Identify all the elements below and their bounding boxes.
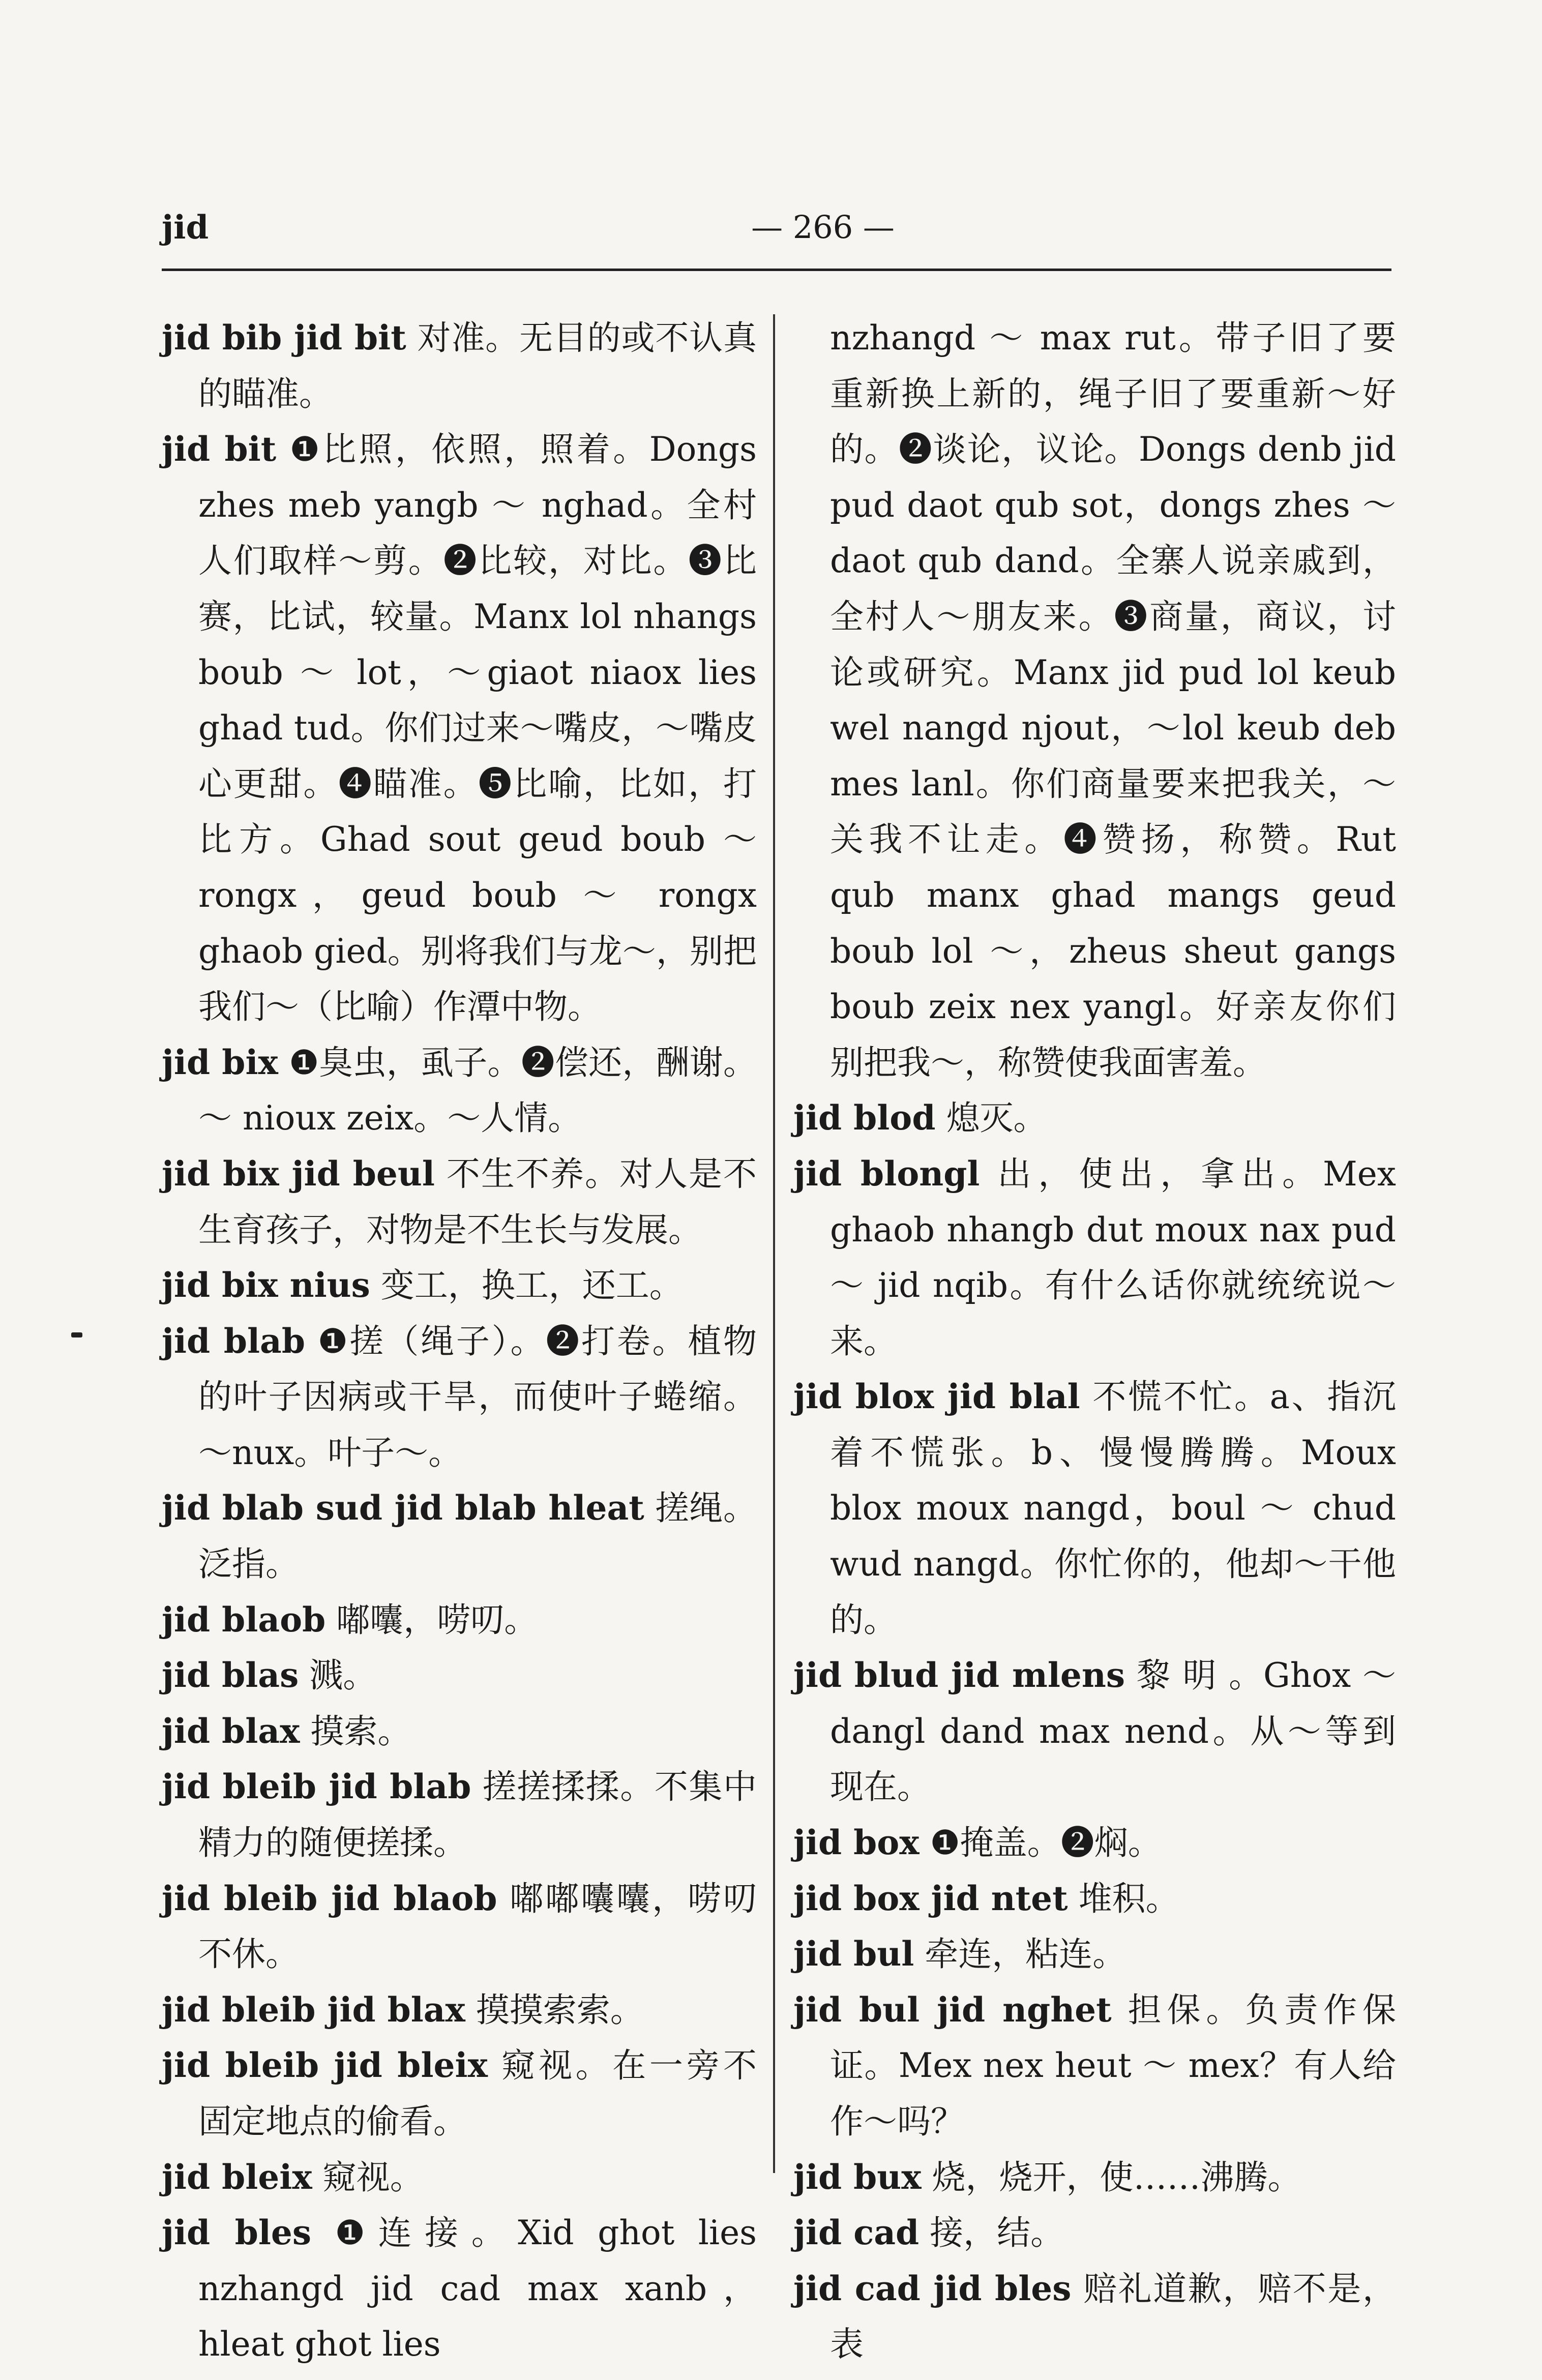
headword: jid blod bbox=[793, 1098, 936, 1138]
definition: 堆积。 bbox=[1067, 1879, 1179, 1918]
dictionary-entry bbox=[793, 1090, 1396, 1146]
headword: jid cad bbox=[793, 2213, 920, 2253]
definition: 窥视。在一旁不固定地点的偷看。 bbox=[198, 2046, 757, 2141]
dictionary-entry bbox=[162, 2038, 757, 2149]
headword: jid bix jid beul bbox=[162, 1153, 435, 1194]
definition: 牵连，粘连。 bbox=[914, 1935, 1126, 1974]
definition: ❶掩盖。❷焖。 bbox=[919, 1823, 1162, 1863]
dictionary-entry bbox=[162, 422, 757, 1035]
definition: 赔礼道歉，赔不是，表 bbox=[830, 2269, 1397, 2364]
dictionary-entry bbox=[162, 1704, 757, 1760]
header-rule bbox=[162, 269, 1391, 271]
definition: 烧，烧开，使……沸腾。 bbox=[921, 2157, 1301, 2197]
entry-continuation bbox=[793, 310, 1396, 1090]
definition: 变工，换工，还工。 bbox=[370, 1266, 683, 1305]
headword: jid bix nius bbox=[162, 1265, 370, 1305]
dictionary-entry bbox=[162, 1759, 757, 1870]
headword: jid bul bbox=[793, 1934, 914, 1974]
headword: jid blox jid blal bbox=[793, 1377, 1080, 1417]
ink-speck bbox=[71, 1332, 82, 1337]
headword: jid blaob bbox=[162, 1599, 326, 1640]
definition: 不慌不忙。a、指沉着不慌张。b、慢慢腾腾。Moux blox moux nangd，boul ～ chud wud nangd。你忙你的，他却～干他的。 bbox=[830, 1377, 1396, 1640]
headword: jid blas bbox=[162, 1655, 299, 1695]
dictionary-entry bbox=[162, 1480, 757, 1592]
dictionary-entry bbox=[793, 1815, 1396, 1871]
definition: ❶臭虫，虱子。❷偿还，酬谢。～ nioux zeix。～人情。 bbox=[198, 1043, 757, 1138]
definition: 嘟嘟囔囔，唠叨不休。 bbox=[198, 1879, 757, 1974]
definition: 黎 明 。Ghox ～ dangl dand max nend。从～等到现在。 bbox=[830, 1656, 1397, 1807]
dictionary-entry bbox=[162, 2205, 757, 2372]
definition: 搓搓揉揉。不集中精力的随便搓揉。 bbox=[198, 1767, 757, 1863]
definition: nzhangd ～ max rut。带子旧了要重新换上新的，绳子旧了要重新～好的。❷谈论，议论。Dongs denb jid pud daot qub sot，dongs zhes ～ daot qub dand。全寨人说亲戚到，全村人～朋友来。❸商量，商议，讨论或研究。Manx jid pud lol keub wel nangd njout，～lol keub deb mes lanl。你们商量要来把我关，～关我不让走。❹赞扬，称赞。Rut qub manx ghad mangs geud boub lol ～，zheus sheut gangs boub zeix nex yangl。好亲友你们别把我～，称赞使我面害羞。 bbox=[830, 318, 1396, 1082]
definition: 接，结。 bbox=[919, 2213, 1064, 2253]
headword: jid bleib jid blax bbox=[162, 1989, 465, 2030]
headword: jid bib jid bit bbox=[162, 318, 406, 358]
headword: jid cad jid bles bbox=[793, 2268, 1072, 2308]
headword: jid bit bbox=[162, 429, 277, 469]
headword: jid bleib jid blaob bbox=[162, 1878, 497, 1918]
definition: 对准。无目的或不认真的瞄准。 bbox=[198, 318, 757, 413]
dictionary-entry bbox=[162, 1648, 757, 1704]
dictionary-entry bbox=[793, 2261, 1396, 2372]
running-header bbox=[162, 209, 1391, 270]
dictionary-entry bbox=[793, 1648, 1396, 1815]
dictionary-entry bbox=[162, 1314, 757, 1481]
definition: 嘟囔，唠叨。 bbox=[325, 1600, 538, 1640]
dictionary-entry bbox=[793, 1369, 1396, 1648]
dictionary-entry bbox=[162, 1871, 757, 1982]
running-head-word: jid bbox=[162, 209, 209, 247]
headword: jid bles bbox=[162, 2213, 312, 2253]
definition: 窥视。 bbox=[312, 2157, 424, 2197]
definition: ❶连接。Xid ghot lies nzhangd jid cad max xanb，hleat ghot lies bbox=[198, 2213, 757, 2364]
dictionary-entry bbox=[162, 1035, 757, 1146]
headword: jid blud jid mlens bbox=[793, 1655, 1125, 1695]
headword: jid box bbox=[793, 1823, 920, 1863]
definition: ❶搓（绳子）。❷打卷。植物的叶子因病或干旱，而使叶子蜷缩。～nux。叶子～。 bbox=[198, 1321, 757, 1472]
headword: jid blab sud jid blab hleat bbox=[162, 1488, 644, 1528]
headword: jid bix bbox=[162, 1042, 278, 1082]
definition: ❶比照，依照，照着。Dongs zhes meb yangb ～ nghad。全村人们取样～剪。❷比较，对比。❸比赛，比试，较量。Manx lol nhangs boub ～ lot，～giaot niaox lies ghad tud。你们过来～嘴皮，～嘴皮心更甜。❹瞄准。❺比喻，比如，打比方。Ghad sout geud boub ～ rongx，geud boub ～ rongx ghaob gied。别将我们与龙～，别把我们～（比喻）作潭中物。 bbox=[198, 430, 757, 1027]
definition: 摸索。 bbox=[300, 1711, 411, 1751]
dictionary-entry bbox=[793, 1926, 1396, 1982]
headword: jid box jid ntet bbox=[793, 1878, 1068, 1918]
headword: jid bux bbox=[793, 2157, 922, 2197]
dictionary-entry bbox=[793, 2150, 1396, 2206]
dictionary-entry bbox=[162, 1146, 757, 1258]
right-column bbox=[793, 310, 1396, 2372]
dictionary-entry bbox=[793, 1982, 1396, 2150]
definition: 不生不养。对人是不生育孩子，对物是不生长与发展。 bbox=[198, 1154, 757, 1250]
headword: jid blax bbox=[162, 1711, 300, 1751]
headword: jid blongl bbox=[793, 1153, 980, 1194]
definition: 熄灭。 bbox=[935, 1098, 1047, 1138]
page-number: — 266 — bbox=[751, 209, 895, 246]
dictionary-entry bbox=[162, 2150, 757, 2206]
headword: jid bleib jid blab bbox=[162, 1767, 471, 1807]
column-divider bbox=[773, 314, 775, 2173]
dictionary-entry bbox=[793, 2205, 1396, 2261]
definition: 搓绳。泛指。 bbox=[198, 1489, 757, 1584]
headword: jid blab bbox=[162, 1321, 305, 1361]
headword: jid bul jid nghet bbox=[793, 1989, 1112, 2030]
definition: 担保。负责作保证。Mex nex heut ～ mex？有人给作～吗？ bbox=[830, 1990, 1397, 2141]
dictionary-entry bbox=[162, 1592, 757, 1648]
headword: jid bleib jid bleix bbox=[162, 2045, 488, 2086]
definition: 溅。 bbox=[299, 1656, 377, 1695]
dictionary-entry bbox=[162, 310, 757, 422]
dictionary-entry bbox=[162, 1982, 757, 2038]
dictionary-entry bbox=[162, 1258, 757, 1314]
definition: 摸摸索索。 bbox=[465, 1990, 644, 2030]
definition: 出，使出，拿出。Mex ghaob nhangb dut moux nax pud ～ jid nqib。有什么话你就统统说～来。 bbox=[830, 1154, 1397, 1361]
dictionary-entry bbox=[793, 1871, 1396, 1927]
left-column bbox=[162, 310, 757, 2372]
headword: jid bleix bbox=[162, 2157, 312, 2197]
dictionary-entry bbox=[793, 1146, 1396, 1369]
